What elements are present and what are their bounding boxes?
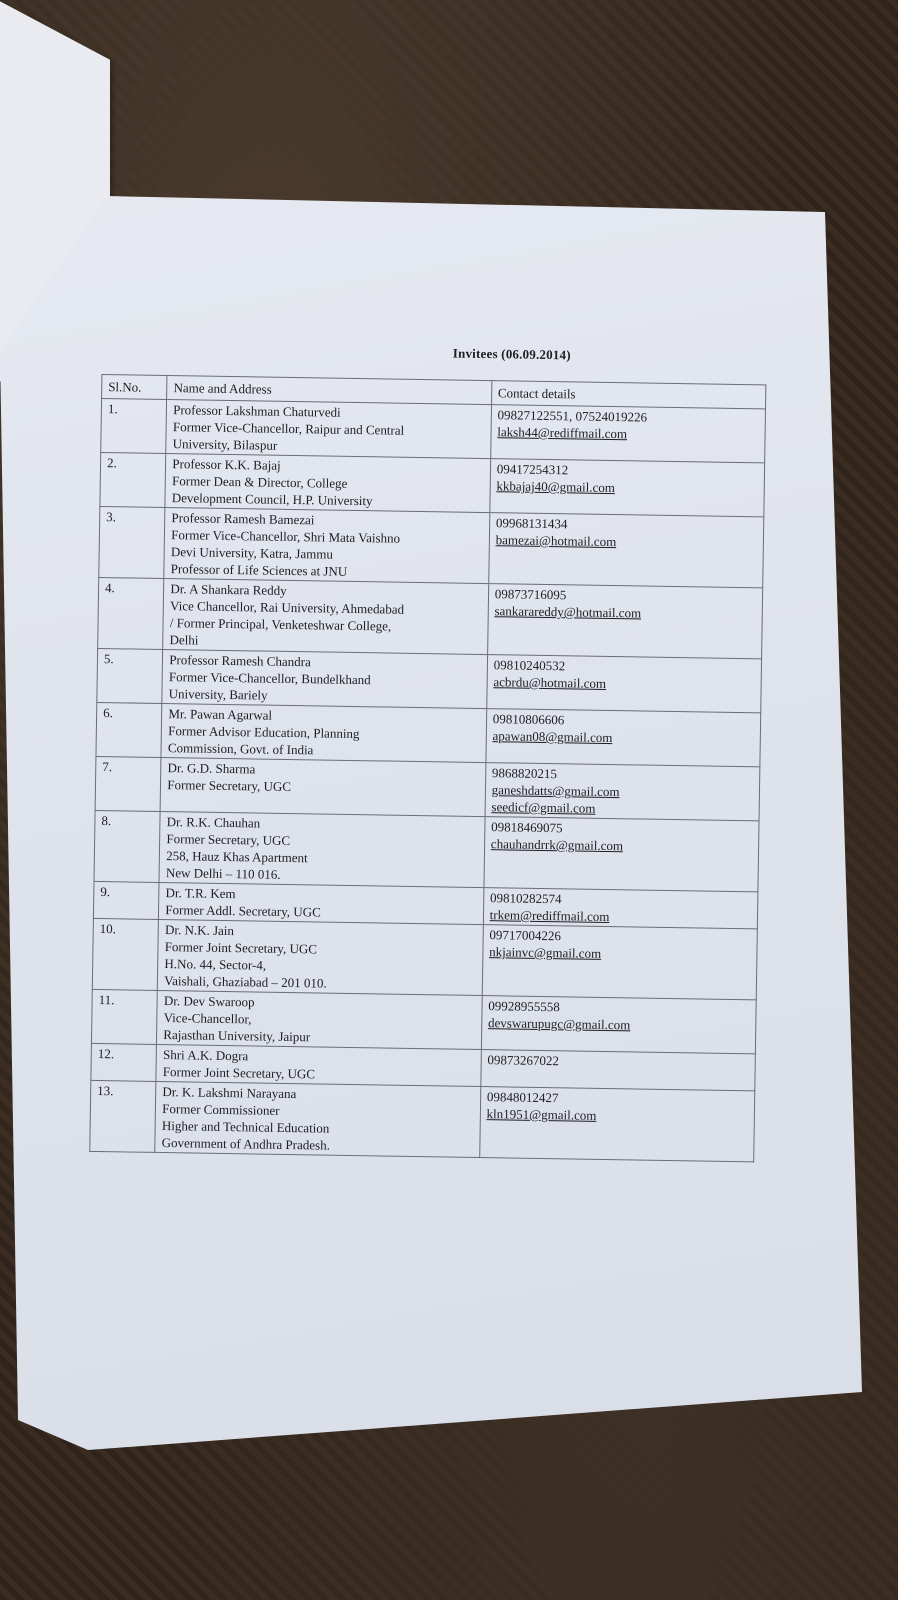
sl-no-cell: 12.: [91, 1043, 157, 1081]
invitee-name: Professor Ramesh Bamezai: [171, 510, 315, 528]
contact-cell: [482, 925, 757, 1000]
invitee-name: Dr. T.R. Kem: [165, 885, 236, 902]
sl-no-cell: 11.: [91, 989, 157, 1044]
email-address: kln1951@gmail.com: [486, 1106, 597, 1123]
document-title: Invitees (06.09.2014): [452, 345, 571, 363]
sl-no-cell: 4.: [98, 577, 164, 649]
invitee-name: Dr. N.K. Jain: [164, 922, 235, 939]
phone-number: 9868820215: [491, 765, 558, 782]
invitee-name: Dr. Dev Swaroop: [163, 993, 255, 1010]
header-contact-details: Contact details: [491, 381, 766, 409]
phone-number: 09848012427: [486, 1089, 559, 1106]
invitee-address-line: Development Council, H.P. University: [171, 490, 373, 509]
header-name-address: Name and Address: [167, 376, 492, 405]
email-address: acbrdu@hotmail.com: [493, 674, 607, 691]
table-row: [94, 810, 759, 891]
invitee-address-line: Former Secretary, UGC: [167, 777, 292, 795]
name-address-cell: [162, 649, 487, 708]
invitee-name: Mr. Pawan Agarwal: [168, 706, 273, 723]
sl-no-cell: 8.: [94, 810, 160, 882]
invitee-address-line: Former Vice-Chancellor, Bundelkhand: [168, 669, 371, 688]
invitee-address-line: New Delhi – 110 016.: [165, 865, 281, 882]
invitee-name: Professor K.K. Bajaj: [172, 456, 281, 473]
name-address-cell: [160, 757, 485, 816]
phone-number: 09810282574: [489, 890, 562, 907]
invitee-address-line: / Former Principal, Venketeshwar College,: [169, 615, 392, 634]
contact-cell: [490, 459, 765, 517]
invitee-address-line: Former Addl. Secretary, UGC: [165, 902, 321, 920]
header-sl-no: Sl.No.: [102, 375, 168, 400]
name-address-cell: [155, 1081, 481, 1157]
email-address: trkem@rediffmail.com: [489, 907, 610, 925]
invitee-address-line: Former Joint Secretary, UGC: [162, 1064, 316, 1082]
contact-cell: [481, 1050, 756, 1091]
invitee-address-line: Former Secretary, UGC: [166, 831, 291, 849]
invitee-name: Dr. K. Lakshmi Narayana: [162, 1084, 297, 1102]
sl-no-cell: 1.: [101, 399, 167, 454]
contact-cell: [487, 584, 762, 659]
invitee-name: Dr. R.K. Chauhan: [166, 814, 261, 831]
invitee-address-line: Former Commissioner: [162, 1101, 280, 1118]
email-address: chauhandrrk@gmail.com: [490, 836, 624, 854]
contact-cell: [484, 817, 759, 892]
name-address-cell: [159, 882, 484, 924]
invitee-address-line: Former Dean & Director, College: [171, 473, 348, 491]
phone-number: 09968131434: [495, 515, 568, 532]
table-row: [92, 918, 757, 999]
email-address: laksh44@rediffmail.com: [497, 424, 628, 442]
contact-cell: [481, 996, 756, 1054]
name-address-cell: [156, 1044, 481, 1086]
sl-no-cell: 5.: [97, 648, 163, 703]
invitee-address-line: Former Vice-Chancellor, Raipur and Central: [172, 419, 405, 438]
name-address-cell: [163, 579, 489, 655]
invitee-address-line: Vaishali, Ghaziabad – 201 010.: [164, 973, 327, 991]
invitee-address-line: Delhi: [169, 632, 199, 648]
name-address-cell: [165, 454, 490, 513]
phone-number: 09873267022: [487, 1052, 560, 1069]
email-address: nkjainvc@gmail.com: [489, 944, 602, 961]
invitee-name: Dr. G.D. Sharma: [167, 760, 256, 777]
invitee-address-line: Higher and Technical Education: [161, 1118, 330, 1136]
invitee-address-line: Rajasthan University, Jaipur: [163, 1027, 311, 1045]
name-address-cell: [161, 703, 486, 762]
email-address: sankarareddy@hotmail.com: [494, 603, 642, 621]
table-row: [90, 1080, 755, 1161]
phone-number: 09717004226: [489, 927, 562, 944]
name-address-cell: [166, 400, 491, 459]
invitee-name: Professor Lakshman Chaturvedi: [173, 402, 341, 420]
sl-no-cell: 3.: [99, 506, 165, 578]
email-address: devswarupugc@gmail.com: [487, 1015, 631, 1033]
sl-no-cell: 13.: [90, 1080, 156, 1152]
invitee-address-line: Vice Chancellor, Rai University, Ahmedabad: [169, 598, 405, 617]
invitee-name: Dr. A Shankara Reddy: [170, 581, 287, 598]
table-row: [98, 577, 763, 658]
email-address: ganeshdatts@gmail.com: [491, 782, 620, 800]
phone-number: 09810806606: [492, 711, 565, 728]
invitee-address-line: Former Joint Secretary, UGC: [164, 939, 318, 957]
sl-no-cell: 9.: [93, 881, 159, 919]
invitee-table: [89, 374, 766, 1162]
contact-cell: [486, 709, 761, 767]
invitee-address-line: University, Bariely: [168, 686, 268, 703]
phone-number: 09417254312: [496, 461, 569, 478]
name-address-cell: [159, 811, 485, 887]
invitee-address-line: 258, Hauz Khas Apartment: [166, 848, 308, 866]
invitee-address-line: Vice-Chancellor,: [163, 1010, 252, 1027]
sl-no-cell: 2.: [100, 452, 166, 507]
phone-number: 09827122551, 07524019226: [497, 407, 648, 425]
invitee-address-line: H.No. 44, Sector-4,: [164, 956, 267, 973]
invitee-address-line: Commission, Govt. of India: [167, 740, 314, 758]
email-address: seedicf@gmail.com: [491, 799, 596, 816]
invitee-address-line: Government of Andhra Pradesh.: [161, 1135, 331, 1153]
invitee-rows: [90, 399, 766, 1162]
sl-no-cell: 7.: [95, 756, 161, 811]
table-row: [99, 506, 764, 587]
email-address: bamezai@hotmail.com: [495, 532, 617, 550]
email-address: apawan08@gmail.com: [492, 728, 613, 746]
phone-number: 09928955558: [488, 998, 560, 1015]
invitee-address-line: Devi University, Katra, Jammu: [170, 544, 334, 562]
invitee-address-line: University, Bilaspur: [172, 436, 278, 453]
name-address-cell: [164, 508, 490, 584]
contact-cell: [488, 513, 763, 588]
sl-no-cell: 6.: [96, 702, 162, 757]
phone-number: 09818469075: [491, 819, 563, 836]
contact-cell: [485, 763, 760, 821]
invitee-name: Shri A.K. Dogra: [162, 1047, 249, 1064]
invitee-name: Professor Ramesh Chandra: [169, 652, 311, 670]
contact-cell: [479, 1087, 754, 1162]
contact-cell: [490, 405, 765, 463]
contact-cell: [486, 655, 761, 713]
invitee-address-line: Former Vice-Chancellor, Shri Mata Vaishno: [171, 527, 401, 546]
phone-number: 09810240532: [493, 657, 566, 674]
email-address: kkbajaj40@gmail.com: [496, 478, 616, 496]
invitee-document: [89, 340, 802, 1163]
invitee-address-line: Former Advisor Education, Planning: [168, 723, 360, 742]
invitee-address-line: Professor of Life Sciences at JNU: [170, 561, 348, 579]
contact-cell: [483, 888, 758, 929]
sl-no-cell: 10.: [92, 918, 158, 990]
name-address-cell: [157, 990, 482, 1049]
phone-number: 09873716095: [494, 586, 567, 603]
name-address-cell: [158, 919, 484, 995]
